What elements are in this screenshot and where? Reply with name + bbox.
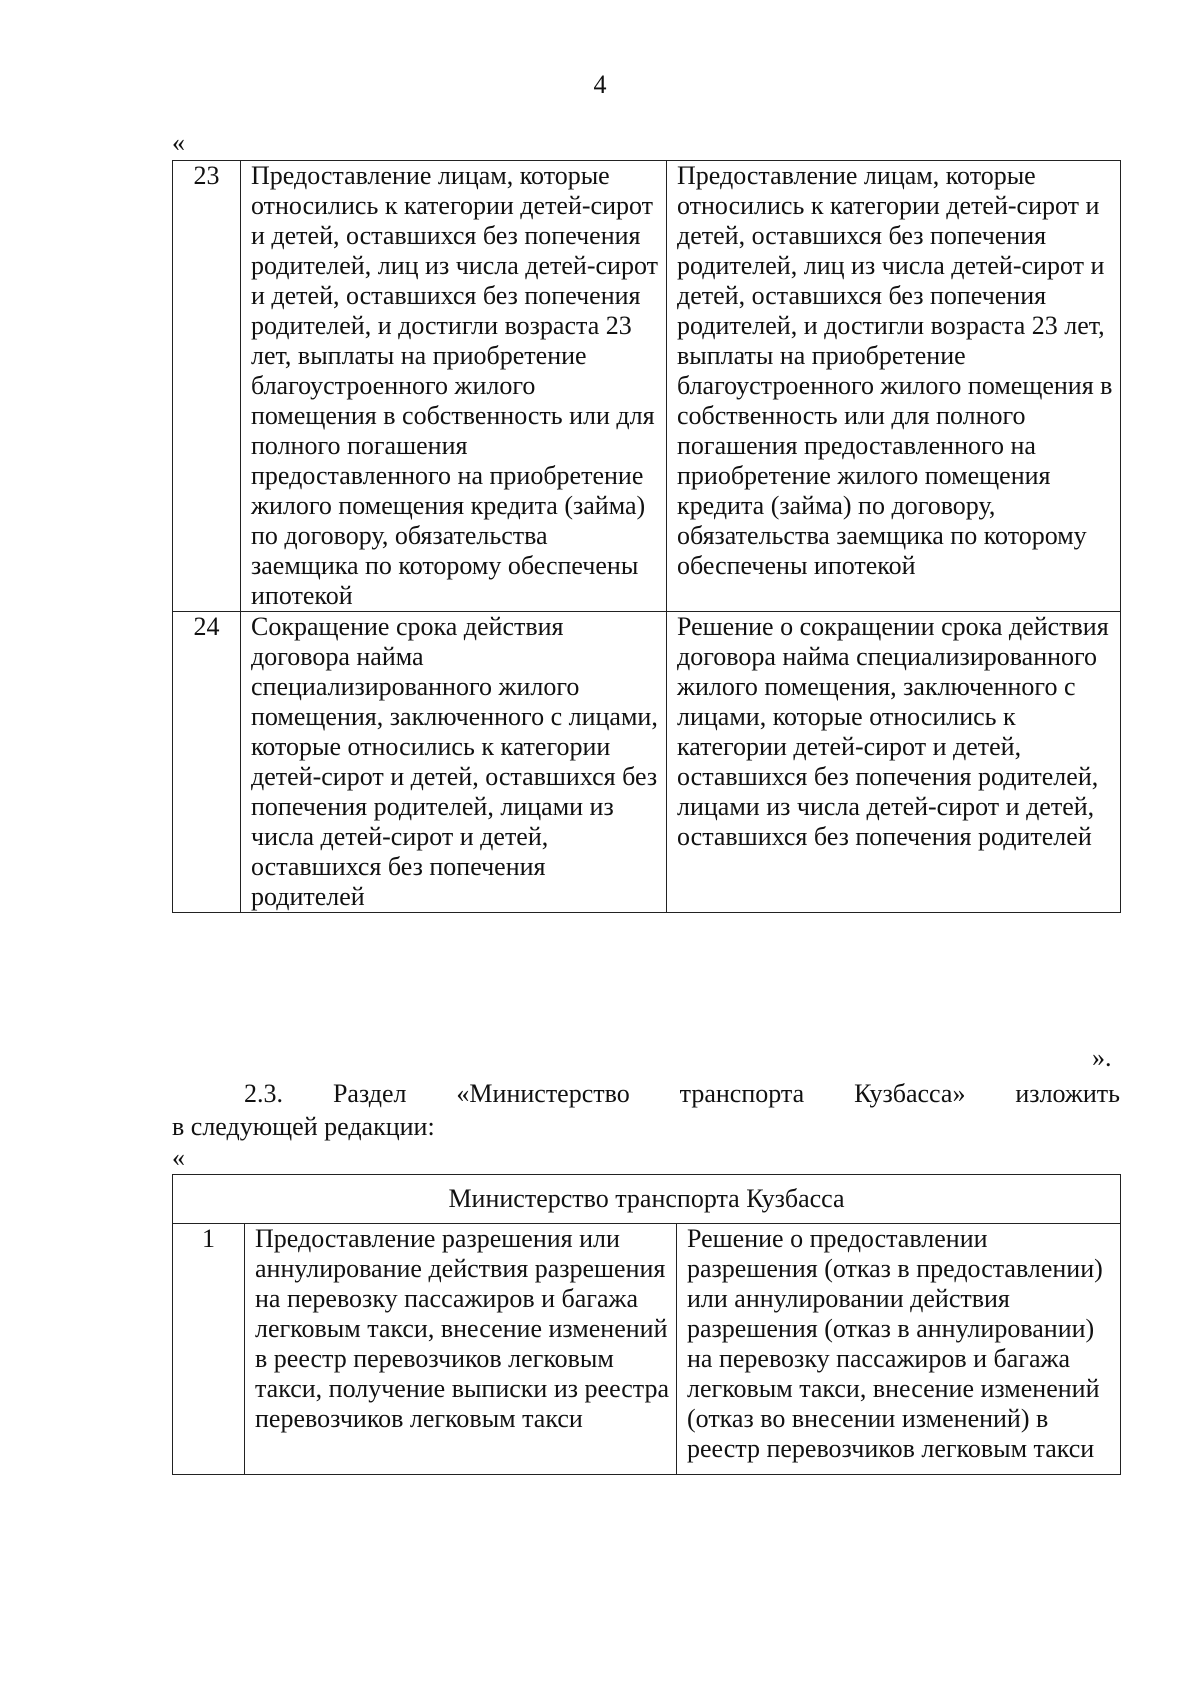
- page-number: 4: [593, 70, 607, 99]
- opening-quote-mark: «: [172, 128, 185, 157]
- transport-ministry-table: [172, 1174, 1121, 1475]
- amendment-paragraph-line-2: в следующей редакции:: [172, 1112, 435, 1141]
- table-row: [173, 1224, 1121, 1475]
- closing-quote-mark: ».: [1092, 1043, 1112, 1072]
- service-result-cell: Решение о сокращении срока действия договора найма специализированного жилого помещения, заключенного с лицами, которые относились к категории детей-сирот и детей, оставшихся без попечения родителей, лицами из числа детей-сирот и детей, оставшихся без попечения родителей: [667, 612, 1121, 913]
- service-result-cell: Решение о предоставлении разрешения (отказ в предоставлении) или аннулировании действия разрешения (отказ в аннулировании) на перевозку пассажиров и багажа легковым такси, внесение изменений (отказ во внесении изменений) в реестр перевозчиков легковым такси: [677, 1224, 1121, 1475]
- amendment-paragraph-line-1: [172, 1077, 1120, 1110]
- row-number: 24: [173, 612, 241, 913]
- paragraph-word: изложить: [1015, 1079, 1120, 1108]
- paragraph-word: транспорта: [679, 1079, 805, 1108]
- paragraph-word: Раздел: [332, 1079, 407, 1108]
- table-header-row: [173, 1175, 1121, 1224]
- table-row: [173, 161, 1121, 612]
- row-number: 23: [173, 161, 241, 612]
- row-number: 1: [173, 1224, 245, 1475]
- table-row: [173, 612, 1121, 913]
- opening-quote-mark: «: [172, 1143, 185, 1172]
- paragraph-word: «Министерство: [456, 1079, 630, 1108]
- paragraph-word: Кузбасса»: [854, 1079, 966, 1108]
- services-table-continued: [172, 160, 1121, 913]
- service-name-cell: Сокращение срока действия договора найма специализированного жилого помещения, заключенного с лицами, которые относились к категории детей-сирот и детей, оставшихся без попечения родителей, лицами из числа детей-сирот и детей, оставшихся без попечения родителей: [241, 612, 667, 913]
- ministry-header: Министерство транспорта Кузбасса: [173, 1175, 1121, 1224]
- service-name-cell: Предоставление разрешения или аннулирование действия разрешения на перевозку пассажиров и багажа легковым такси, внесение изменений в реестр перевозчиков легковым такси, получение выписки из реестра перевозчиков легковым такси: [245, 1224, 677, 1475]
- service-name-cell: Предоставление лицам, которые относились к категории детей-сирот и детей, оставшихся без попечения родителей, лиц из числа детей-сирот и детей, оставшихся без попечения родителей, и достигли возраста 23 лет, выплаты на приобретение благоустроенного жилого помещения в собственность или для полного погашения предоставленного на приобретение жилого помещения кредита (займа) по договору, обязательства заемщика по которому обеспечены ипотекой: [241, 161, 667, 612]
- paragraph-word: 2.3.: [244, 1079, 283, 1108]
- service-result-cell: Предоставление лицам, которые относились к категории детей-сирот и детей, оставшихся без попечения родителей, лиц из числа детей-сирот и детей, оставшихся без попечения родителей, и достигли возраста 23 лет, выплаты на приобретение благоустроенного жилого помещения в собственность или для полного погашения предоставленного на приобретение жилого помещения кредита (займа) по договору, обязательства заемщика по которому обеспечены ипотекой: [667, 161, 1121, 612]
